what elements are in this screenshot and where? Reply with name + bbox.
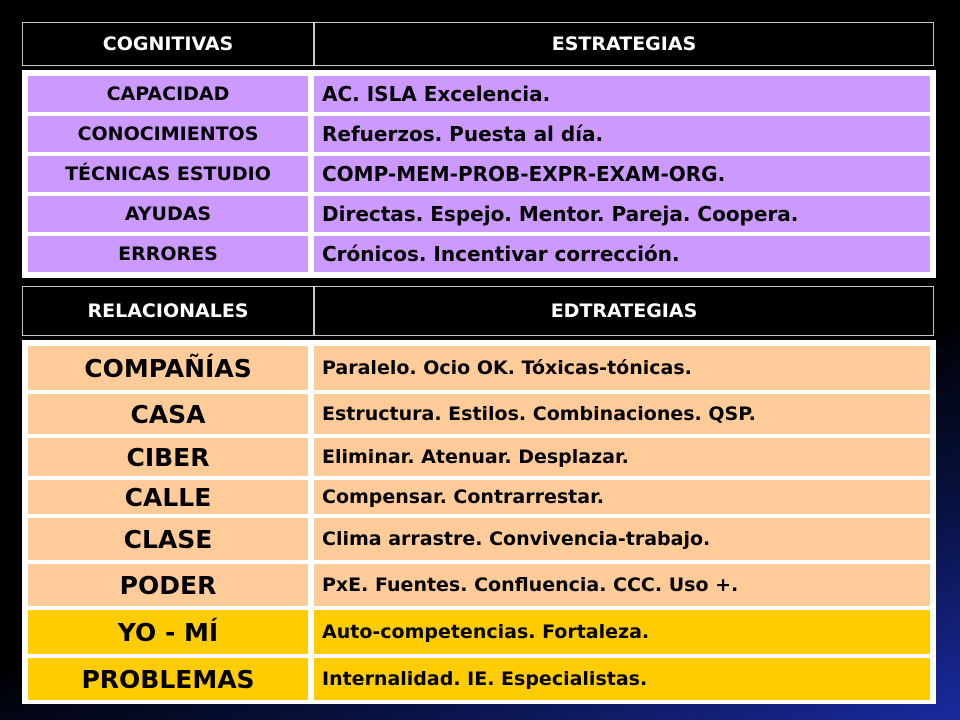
cognitive-row-ayudas <box>28 196 930 232</box>
cognitive-label: ERRORES <box>28 236 308 272</box>
relational-strategy: Compensar. Contrarrestar. <box>314 480 930 514</box>
relational-strategy: Eliminar. Atenuar. Desplazar. <box>314 438 930 476</box>
relational-row-problemas <box>28 658 930 700</box>
cognitive-label: AYUDAS <box>28 196 308 232</box>
cognitive-row-errores <box>28 236 930 272</box>
cognitive-label: CAPACIDAD <box>28 76 308 112</box>
cognitive-label: TÉCNICAS ESTUDIO <box>28 156 308 192</box>
relational-strategy: PxE. Fuentes. Confluencia. CCC. Uso +. <box>314 564 930 606</box>
relational-label: COMPAÑÍAS <box>28 346 308 390</box>
relational-label: PROBLEMAS <box>28 658 308 700</box>
relational-header-right: EDTRATEGIAS <box>314 286 934 336</box>
relational-label: CLASE <box>28 518 308 560</box>
relational-strategy: Paralelo. Ocio OK. Tóxicas-tónicas. <box>314 346 930 390</box>
cognitive-row-conocimientos <box>28 116 930 152</box>
cognitive-strategy: Directas. Espejo. Mentor. Pareja. Coopera. <box>314 196 930 232</box>
cognitive-row-capacidad <box>28 76 930 112</box>
cognitive-strategy: Refuerzos. Puesta al día. <box>314 116 930 152</box>
cognitive-header-left: COGNITIVAS <box>22 22 314 66</box>
relational-row-casa <box>28 394 930 434</box>
cognitive-header-right: ESTRATEGIAS <box>314 22 934 66</box>
relational-header-left: RELACIONALES <box>22 286 314 336</box>
relational-label: CASA <box>28 394 308 434</box>
relational-row-ciber <box>28 438 930 476</box>
relational-strategy: Auto-competencias. Fortaleza. <box>314 610 930 654</box>
relational-strategy: Clima arrastre. Convivencia-trabajo. <box>314 518 930 560</box>
cognitive-strategy: COMP-MEM-PROB-EXPR-EXAM-ORG. <box>314 156 930 192</box>
relational-row-clase <box>28 518 930 560</box>
cognitive-row-tecnicas-estudio <box>28 156 930 192</box>
relational-row-yo-mi <box>28 610 930 654</box>
relational-row-calle <box>28 480 930 514</box>
relational-header <box>22 286 934 336</box>
cognitive-strategy: AC. ISLA Excelencia. <box>314 76 930 112</box>
relational-strategy: Estructura. Estilos. Combinaciones. QSP. <box>314 394 930 434</box>
relational-label: YO - MÍ <box>28 610 308 654</box>
cognitive-header <box>22 22 934 66</box>
cognitive-strategy: Crónicos. Incentivar corrección. <box>314 236 930 272</box>
relational-label: PODER <box>28 564 308 606</box>
relational-strategy: Internalidad. IE. Especialistas. <box>314 658 930 700</box>
relational-row-companias <box>28 346 930 390</box>
relational-label: CALLE <box>28 480 308 514</box>
relational-label: CIBER <box>28 438 308 476</box>
relational-row-poder <box>28 564 930 606</box>
cognitive-label: CONOCIMIENTOS <box>28 116 308 152</box>
